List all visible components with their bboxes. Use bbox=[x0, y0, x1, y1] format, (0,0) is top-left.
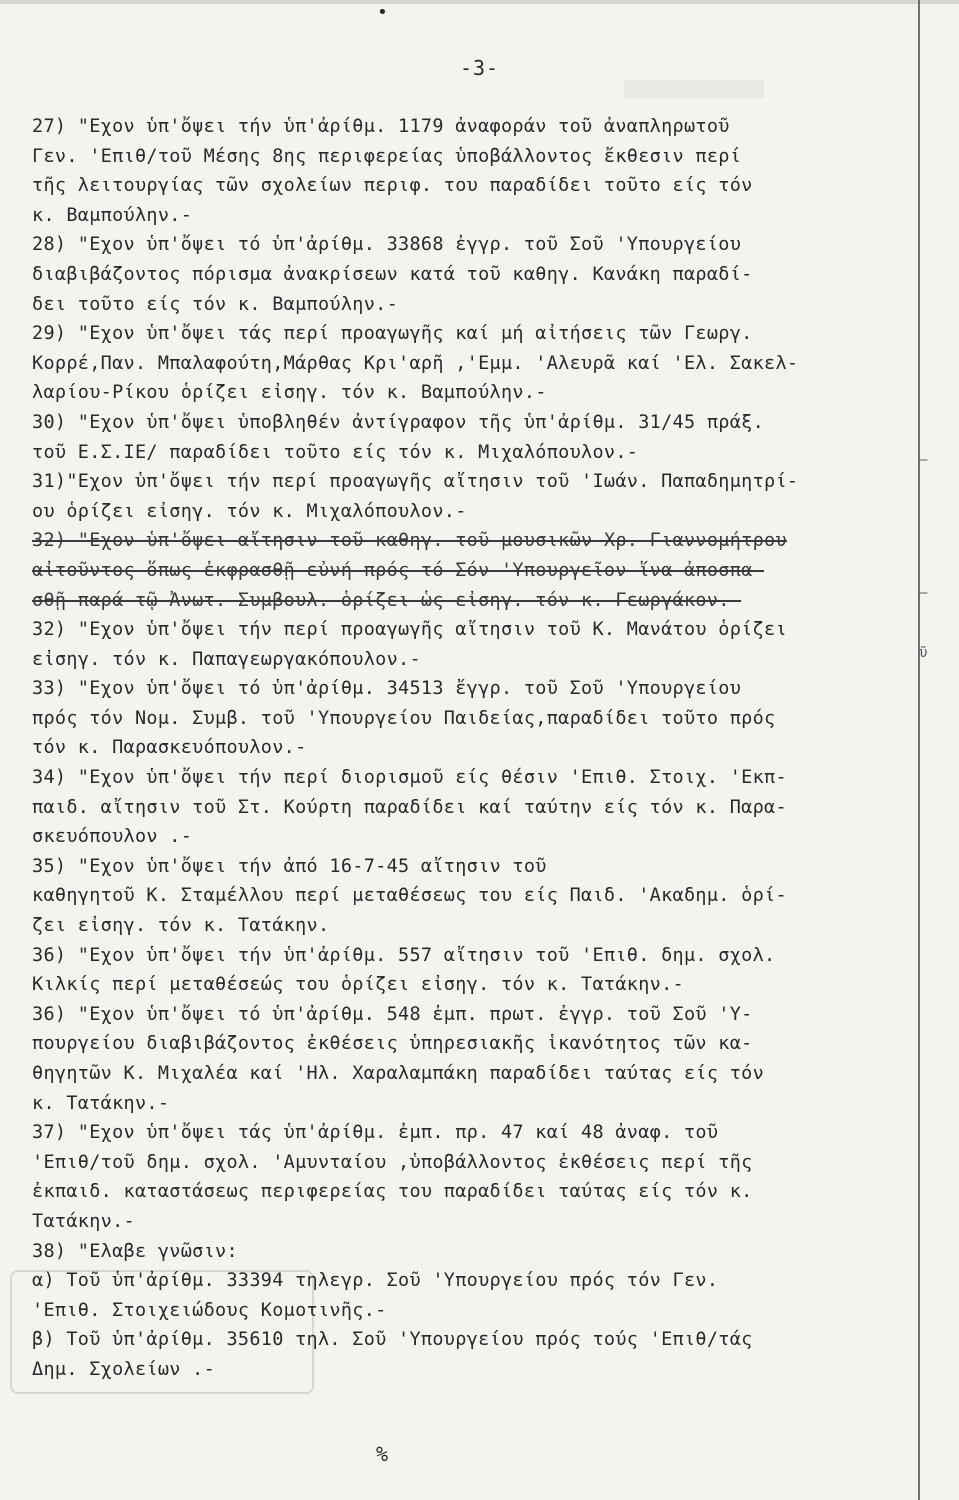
punch-dot: • bbox=[377, 2, 388, 23]
margin-mark: — bbox=[919, 452, 928, 468]
text-line: α) Τοῦ ὑπ'ἀρίθμ. 33394 τηλεγρ. Σοῦ 'Υπουργείου πρός τόν Γεν. bbox=[32, 1270, 719, 1292]
text-line: 30) "Εχον ὑπ'ὄψει ὑποβληθέν ἀντίγραφον τῆς ὑπ'ἀρίθμ. 31/45 πράξ. bbox=[32, 411, 765, 433]
text-line: 33) "Εχον ὑπ'ὄψει τό ὑπ'ἀρίθμ. 34513 ἔγγρ. τοῦ Σοῦ 'Υπουργείου bbox=[32, 678, 742, 700]
text-line: εἰσηγ. τόν κ. Παπαγεωργακόπουλον.- bbox=[32, 648, 421, 670]
text-line: 29) "Εχον ὑπ'ὄψει τάς περί προαγωγῆς καί μή αἰτήσεις τῶν Γεωργ. bbox=[32, 323, 753, 345]
text-line: σκευόπουλον .- bbox=[32, 826, 193, 848]
text-line: Κορρέ,Παν. Μπαλαφούτη,Μάρθας Κρι'αρῆ ,'Εμμ. 'Αλευρᾶ καί 'Ελ. Σακελ- bbox=[32, 352, 799, 374]
text-line: ἐκπαιδ. καταστάσεως περιφερείας του παραδίδει ταύτας είς τόν κ. bbox=[32, 1181, 753, 1203]
text-line: β) Τοῦ ὑπ'ἀρίθμ. 35610 τηλ. Σοῦ 'Υπουργείου πρός τούς 'Επιθ/τάς bbox=[32, 1329, 753, 1351]
text-line: 35) "Εχον ὑπ'ὄψει τήν ἀπό 16-7-45 αἴτησιν τοῦ bbox=[32, 855, 547, 877]
text-line: Γεν. 'Επιθ/τοῦ Μέσης 8ης περιφερείας ὑποβάλλοντος ἔκθεσιν περί bbox=[32, 145, 742, 167]
text-line: τόν κ. Παρασκευόπουλον.- bbox=[32, 737, 307, 759]
text-line: παιδ. αἴτησιν τοῦ Στ. Κούρτη παραδίδει καί ταύτην είς τόν κ. Παρα- bbox=[32, 796, 787, 818]
margin-mark: — bbox=[919, 585, 928, 601]
text-line: ζει εἰσηγ. τόν κ. Τατάκην. bbox=[32, 915, 330, 937]
scan-top-edge bbox=[0, 0, 959, 4]
text-line: 32) "Εχον ὑπ'ὄψει τήν περί προαγωγῆς αἴτησιν τοῦ Κ. Μανάτου ὁρίζει bbox=[32, 619, 787, 641]
text-line: 31)"Εχον ὑπ'ὄψει τήν περί προαγωγῆς αἴτησιν τοῦ 'Ιωάν. Παπαδημητρί- bbox=[32, 471, 799, 493]
text-line: 32) "Εχον ὑπ'ὄψει αἴτησιν τοῦ καθηγ. τοῦ μουσικῶν Χρ. Γιαννομήτρου bbox=[32, 530, 787, 552]
text-line: πουργείου διαβιβάζοντος ἐκθέσεις ὑπηρεσιακῆς ἱκανότητος τῶν κα- bbox=[32, 1033, 753, 1055]
text-line: δει τοῦτο είς τόν κ. Βαμπούλην.- bbox=[32, 293, 399, 315]
typed-text-body bbox=[32, 112, 912, 1385]
text-line: αἰτοῦντος ὅπως ἐκφρασθῇ εὐνή πρός τό Σόν 'Υπουργεῖον ἵνα ἀποσπα- bbox=[32, 559, 765, 581]
text-line: 36) "Εχον ὑπ'ὄψει τήν ὑπ'ἀρίθμ. 557 αἴτησιν τοῦ 'Επιθ. δημ. σχολ. bbox=[32, 944, 776, 966]
text-line: 37) "Εχον ὑπ'ὄψει τάς ὑπ'ἀρίθμ. ἐμπ. πρ. 47 καί 48 ἀναφ. τοῦ bbox=[32, 1122, 719, 1144]
text-line: 36) "Εχον ὑπ'ὄψει τό ὑπ'ἀρίθμ. 548 ἐμπ. πρωτ. ἐγγρ. τοῦ Σοῦ 'Υ- bbox=[32, 1003, 753, 1025]
scan-right-edge bbox=[918, 0, 920, 1500]
text-line: Τατάκην.- bbox=[32, 1210, 135, 1232]
text-line: θηγητῶν Κ. Μιχαλέα καί 'Ηλ. Χαραλαμπάκη παραδίδει ταύτας είς τόν bbox=[32, 1063, 765, 1084]
page-number: -3- bbox=[459, 56, 500, 80]
text-line: 'Επιθ. Στοιχειώδους Κομοτινῆς.- bbox=[32, 1299, 387, 1321]
text-line: κ. Τατάκην.- bbox=[32, 1092, 170, 1114]
text-line: Κιλκίς περί μεταθέσεώς του ὁρίζει εἰσηγ. τόν κ. Τατάκην.- bbox=[32, 974, 684, 996]
text-line: 'Επιθ/τοῦ δημ. σχολ. 'Αμυνταίου ,ὑποβάλλοντος ἐκθέσεις περί τῆς bbox=[32, 1151, 753, 1173]
margin-mark: ῦ bbox=[919, 645, 928, 661]
text-line: 27) "Εχον ὑπ'ὄψει τήν ὑπ'ἀρίθμ. 1179 ἀναφοράν τοῦ ἀναπληρωτοῦ bbox=[32, 116, 730, 137]
text-line: 28) "Εχον ὑπ'ὄψει τό ὑπ'ἀρίθμ. 33868 ἐγγρ. τοῦ Σοῦ 'Υπουργείου bbox=[32, 234, 742, 256]
text-line: πρός τόν Νομ. Συμβ. τοῦ 'Υπουργείου Παιδείας,παραδίδει τοῦτο πρός bbox=[32, 707, 776, 729]
text-line: διαβιβάζοντος πόρισμα ἀνακρίσεων κατά τοῦ καθηγ. Κανάκη παραδί- bbox=[32, 263, 753, 285]
text-line: τοῦ Ε.Σ.ΙΕ/ παραδίδει τοῦτο είς τόν κ. Μιχαλόπουλον.- bbox=[32, 441, 639, 463]
text-line: 34) "Εχον ὑπ'ὄψει τήν περί διορισμοῦ είς θέσιν 'Επιθ. Στοιχ. 'Εκπ- bbox=[32, 767, 787, 789]
text-line: σθῇ παρά τῷ Ἀνωτ. Συμβουλ. ὁρίζει ὡς εἰσηγ. τόν κ. Γεωργάκον.- bbox=[32, 589, 742, 611]
text-line: 38) "Ελαβε γνῶσιν: bbox=[32, 1240, 238, 1262]
faint-stamp-area bbox=[624, 80, 764, 98]
text-line: Δημ. Σχολείων .- bbox=[32, 1358, 216, 1380]
text-line: καθηγητοῦ Κ. Σταμέλλου περί μεταθέσεως του είς Παιδ. 'Ακαδημ. ὁρί- bbox=[32, 885, 787, 907]
text-line: λαρίου-Ρίκου ὁρίζει εἰσηγ. τόν κ. Βαμπούλην.- bbox=[32, 382, 547, 404]
text-line: τῆς λειτουργίας τῶν σχολείων περιφ. του παραδίδει τοῦτο είς τόν bbox=[32, 175, 753, 197]
footer-mark: % bbox=[376, 1442, 389, 1466]
text-line: ου ὁρίζει εἰσηγ. τόν κ. Μιχαλόπουλον.- bbox=[32, 500, 467, 522]
text-line: κ. Βαμπούλην.- bbox=[32, 204, 193, 226]
